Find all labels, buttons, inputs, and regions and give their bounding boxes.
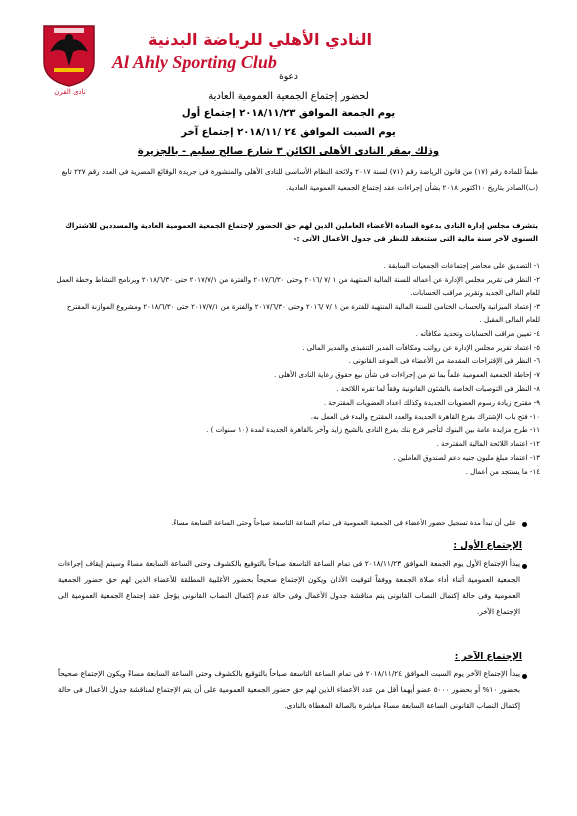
bullet-icon <box>522 522 527 527</box>
agenda-list <box>52 260 540 480</box>
agenda-item: ٢- النظر فى تقرير مجلس الإدارة عن أعماله للسنة المالية المنتهية من ١ /٧ /٢٠١٦ وحتى ٢٠١٧/٦/٣٠ والفترة من ٢٠١٧/٧/١ حتى ٢٠١٨/٦/٣٠ وبرنامج النشاط وخطة العمل للعام المالى الجديد وتقرير مراقب الحسابات. <box>56 275 540 298</box>
agenda-item: ١٠- فتح باب الإشتراك بفرع القاهرة الجديدة والعدد المقترح والبدء فى العمل به. <box>310 412 540 421</box>
club-name-english: Al Ahly Sporting Club <box>112 52 277 72</box>
second-meeting-text: يبدأ الإجتماع الآخر يوم السبت الموافق ٢٠١٨/١١/٢٤ فى تمام الساعة التاسعة صباحاً بالتوقيع بالكشوف وحتى الساعة السابعة مساءً ويكون الإجتماع صحيحاً بحضور ١٠% أو بحضور ٥٠٠٠ عضو أيهما أقل من عدد الأعضاء الذين لهم حق حضور الجمعية العمومية على أن يتم الإجتماع لمناقشة جدول الأعمال فى حالة إكتمال النصاب القانونى الساعة السابعة مساءً مباشرة بالصالة المغطاة بالنادى. <box>58 669 520 710</box>
agenda-item: ١٢- اعتماد اللائحة المالية المقترحة . <box>436 440 540 449</box>
agenda-item: ٧- إحاطة الجمعية العمومية علماً بما تم من إجراءات فى شأن بيع حقوق رعاية النادى الأهلى . <box>274 371 540 380</box>
agenda-item: ٣- إعتماد الميزانية والحساب الختامى للسنة المالية المنتهية للفترة من ١ /٧ /٢٠١٦ وحتى ٢٠١٧/٦/٣٠ والفترة من ٢٠١٧/٧/١ حتى ٢٠١٨/٦/٣٠ ومشروع الموازنة المقترح للعام المالى المقبل . <box>66 302 540 325</box>
registration-note: على أن تبدأ مدة تسجيل حضور الأعضاء فى الجمعية العمومية فى تمام الساعة التاسعة صباحاً وحتى الساعة السابعة مساءً. <box>171 519 516 527</box>
logo-caption: نادى القرن <box>54 88 86 96</box>
second-meeting-heading: الإجتماع الآخر : <box>454 652 522 662</box>
title-line-3: يوم السبت الموافق ٢٤ /٢٠١٨/١١ إجتماع آخر <box>181 127 396 138</box>
intro-paragraph-1: طبقاً للمادة رقم (١٧) من قانون الرياضة رقم (٧١) لسنة ٢٠١٧ ولائحة النظام الأساسى للنادى الأهلى والمنشورة فى جريدة الوقائع المصرية فى العدد رقم ٢٢٧ تابع (ب)الصادر بتاريخ ١٠اكتوبر ٢٠١٨ بشأن إجراءات عقد إجتماع الجمعية العمومية العادية. <box>61 167 538 192</box>
club-name-arabic: النادي الأهلي للرياضة البدنية <box>147 30 372 49</box>
bullet-icon <box>522 564 527 569</box>
bullet-icon <box>522 674 527 679</box>
title-line-4: وذلك بمقر النادى الأهلى الكائن ٣ شارع صالح سليم - بالجزيرة <box>137 146 440 157</box>
agenda-item: ٩- مقترح زيادة رسوم العضويات الجديدة وكذلك اعداد العضويات المقترحة . <box>323 398 540 407</box>
agenda-item: ١- التصديق على محاضر إجتماعات الجمعيات السابقة . <box>383 262 540 270</box>
agenda-item: ١٤- ما يستجد من أعمال . <box>465 467 540 476</box>
agenda-item: ٥- اعتماد تقرير مجلس الإدارة عن رواتب ومكافآت المدير التنفيذى والمدير المالى . <box>302 343 540 352</box>
invitation-label: دعوة <box>279 72 298 82</box>
agenda-item: ٦- النظر فى الإقتراحات المقدمة من الأعضاء فى الموعد القانونى . <box>348 357 540 366</box>
title-line-2: يوم الجمعة الموافق ٢٠١٨/١١/٢٣ إجتماع أول <box>181 108 396 119</box>
first-meeting-heading: الإجتماع الأول : <box>453 541 522 551</box>
title-line-1: لحضور إجتماع الجمعية العمومية العادية <box>208 91 369 102</box>
agenda-item: ٤- تعيين مراقب الحسابات وتحديد مكافآته . <box>415 329 540 338</box>
first-meeting-text: يبدأ الإجتماع الأول يوم الجمعة الموافق ٢٠١٨/١١/٢٣ فى تمام الساعة التاسعة صباحاً بالتوقيع بالكشوف وحتى الساعة السابعة مساءً وسيتم إيقاف إجراءات الجمعية العمومية أثناء أداء صلاة الجمعة ووفقاً لتوقيت الأذان ويكون الإجتماع صحيحاً بحضور الأغلبية المطلقة للأعضاء الذين لهم حق حضور الجمعية العمومية وفى حالة إكتمال النصاب القانونى يتم مناقشة جدول الأعمال وفى حالة عدم إكتمال النصاب القانونى يؤجل عقد إجتماع الجمعية العمومية الى الإجتماع الآخر. <box>58 559 520 616</box>
agenda-item: ١١- طرح مزايدة عامة بين البنوك لتأجير فرع بنك بفرع النادى بالشيخ زايد وآخر بالقاهرة الجديدة لمدة (١٠ سنوات ) . <box>206 426 540 435</box>
agenda-item: ٨- النظر فى التوصيات الخاصة بالشئون القانونية وفقاً لما تقره اللائحة . <box>336 384 540 393</box>
intro-paragraph-2: يتشرف مجلس إدارة النادى بدعوة السادة الأعضاء العاملين الذين لهم حق الحضور لإجتماع الجمعية العمومية العادية والمسددين للاشتراك السنوى لآخر سنة مالية التى ستنعقد للنظر فى جدول الأعمال الآتى :- <box>65 221 538 243</box>
agenda-item: ١٣- اعتماد مبلغ مليون جنيه دعم لصندوق العاملين . <box>393 453 540 462</box>
